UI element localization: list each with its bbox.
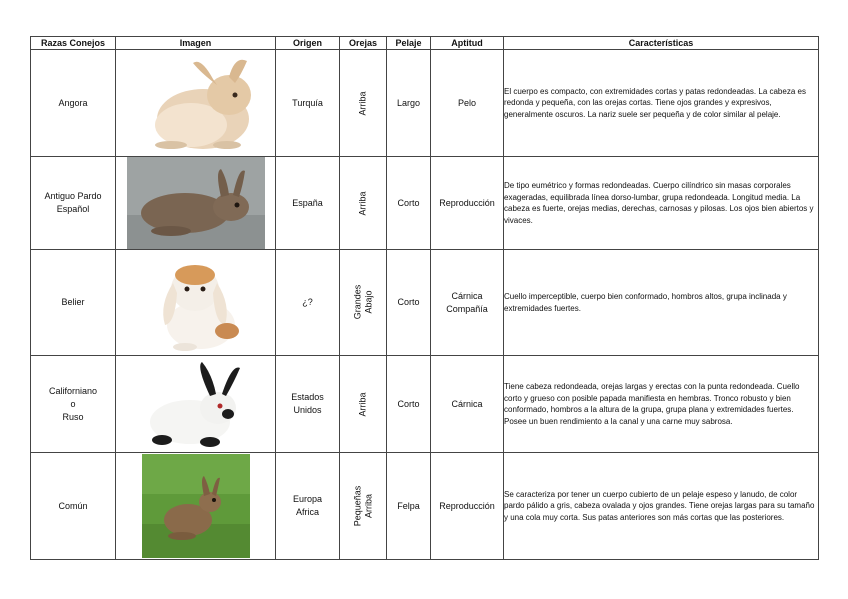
breed-fur: Corto <box>387 356 431 453</box>
breed-ears-cell <box>340 356 387 453</box>
table-row <box>31 453 819 560</box>
table-row <box>31 250 819 356</box>
breed-photo-belier <box>116 250 276 356</box>
breed-photo-angora <box>116 50 276 157</box>
breed-ears: Pequeñas Arriba <box>351 485 373 526</box>
breed-ears: Arriba <box>357 190 368 216</box>
breed-name: Californiano o Ruso <box>31 356 116 453</box>
breed-photo-comun <box>116 453 276 560</box>
breed-ears-cell <box>340 250 387 356</box>
brown-rabbit-illustration <box>127 157 265 249</box>
breed-fur: Largo <box>387 50 431 157</box>
breed-fur: Corto <box>387 250 431 356</box>
breed-name: Belier <box>31 250 116 356</box>
breed-name: Antiguo Pardo Español <box>31 157 116 250</box>
breed-characteristics: Se caracteriza por tener un cuerpo cubierto de un pelaje espeso y lanudo, de color pardo pálido a gris, cabeza ovalada y ojos grandes. Tiene orejas largas para su tamaño y una cola muy corta. Sus patas anteriores son más cortas que las posteriores. <box>504 453 819 560</box>
breed-photo-californiano <box>116 356 276 453</box>
breed-ears: Arriba <box>357 391 368 417</box>
header-origen: Origen <box>276 37 340 50</box>
breed-origin: Turquía <box>276 50 340 157</box>
breed-aptitude: Reproducción <box>431 453 504 560</box>
breed-fur: Corto <box>387 157 431 250</box>
breed-name: Angora <box>31 50 116 157</box>
header-pelaje: Pelaje <box>387 37 431 50</box>
breed-characteristics: Cuello imperceptible, cuerpo bien conformado, hombros altos, grupa inclinada y extremidades fuertes. <box>504 250 819 356</box>
table-row <box>31 50 819 157</box>
breed-origin: Europa Africa <box>276 453 340 560</box>
breed-aptitude: Pelo <box>431 50 504 157</box>
breed-ears: Arriba <box>357 90 368 116</box>
table-row <box>31 157 819 250</box>
breed-ears-cell <box>340 453 387 560</box>
angora-rabbit-illustration <box>131 53 261 153</box>
breed-ears-cell <box>340 50 387 157</box>
lop-rabbit-illustration <box>141 253 251 353</box>
breed-photo-antiguo-pardo <box>116 157 276 250</box>
breed-origin: ¿? <box>276 250 340 356</box>
breed-ears-cell <box>340 157 387 250</box>
header-imagen: Imagen <box>116 37 276 50</box>
breed-origin: Estados Unidos <box>276 356 340 453</box>
header-orejas: Orejas <box>340 37 387 50</box>
breed-aptitude: Cárnica Compañía <box>431 250 504 356</box>
breed-origin: España <box>276 157 340 250</box>
breed-characteristics: De tipo eumétrico y formas redondeadas. Cuerpo cilíndrico sin masas corporales exageradas, equilibrada línea dorso-lumbar, grupa redondeada. Longitud media. La cabeza es fuerte, orejas medias, derechas, carnosas y pilosas. Los ojos bien abiertos y vivaces. <box>504 157 819 250</box>
breed-aptitude: Reproducción <box>431 157 504 250</box>
breed-name: Común <box>31 453 116 560</box>
breed-fur: Felpa <box>387 453 431 560</box>
breed-characteristics: Tiene cabeza redondeada, orejas largas y erectas con la punta redondeada. Cuello corto y grueso con posible papada manifiesta en hembras. Tronco robusto y bien conformado, hombros a la altura de la grupa, grupa plana y extremidades fuertes. Posee un buen rendimiento a la canal y una carne muy sabrosa. <box>504 356 819 453</box>
wild-rabbit-illustration <box>142 454 250 558</box>
breed-aptitude: Cárnica <box>431 356 504 453</box>
header-razas: Razas Conejos <box>31 37 116 50</box>
header-aptitud: Aptitud <box>431 37 504 50</box>
header-caracteristicas: Características <box>504 37 819 50</box>
californian-rabbit-illustration <box>136 358 256 450</box>
rabbit-breeds-table <box>30 36 819 560</box>
table-row <box>31 356 819 453</box>
header-row <box>31 37 819 50</box>
breed-ears: Grandes Abajo <box>352 284 373 320</box>
breed-characteristics: El cuerpo es compacto, con extremidades cortas y patas redondeadas. La cabeza es redonda y pequeña, con las orejas cortas. Tiene ojos grandes y expresivos, generalmente oscuros. La nariz suele ser pequeña y de color similar al pelaje. <box>504 50 819 157</box>
